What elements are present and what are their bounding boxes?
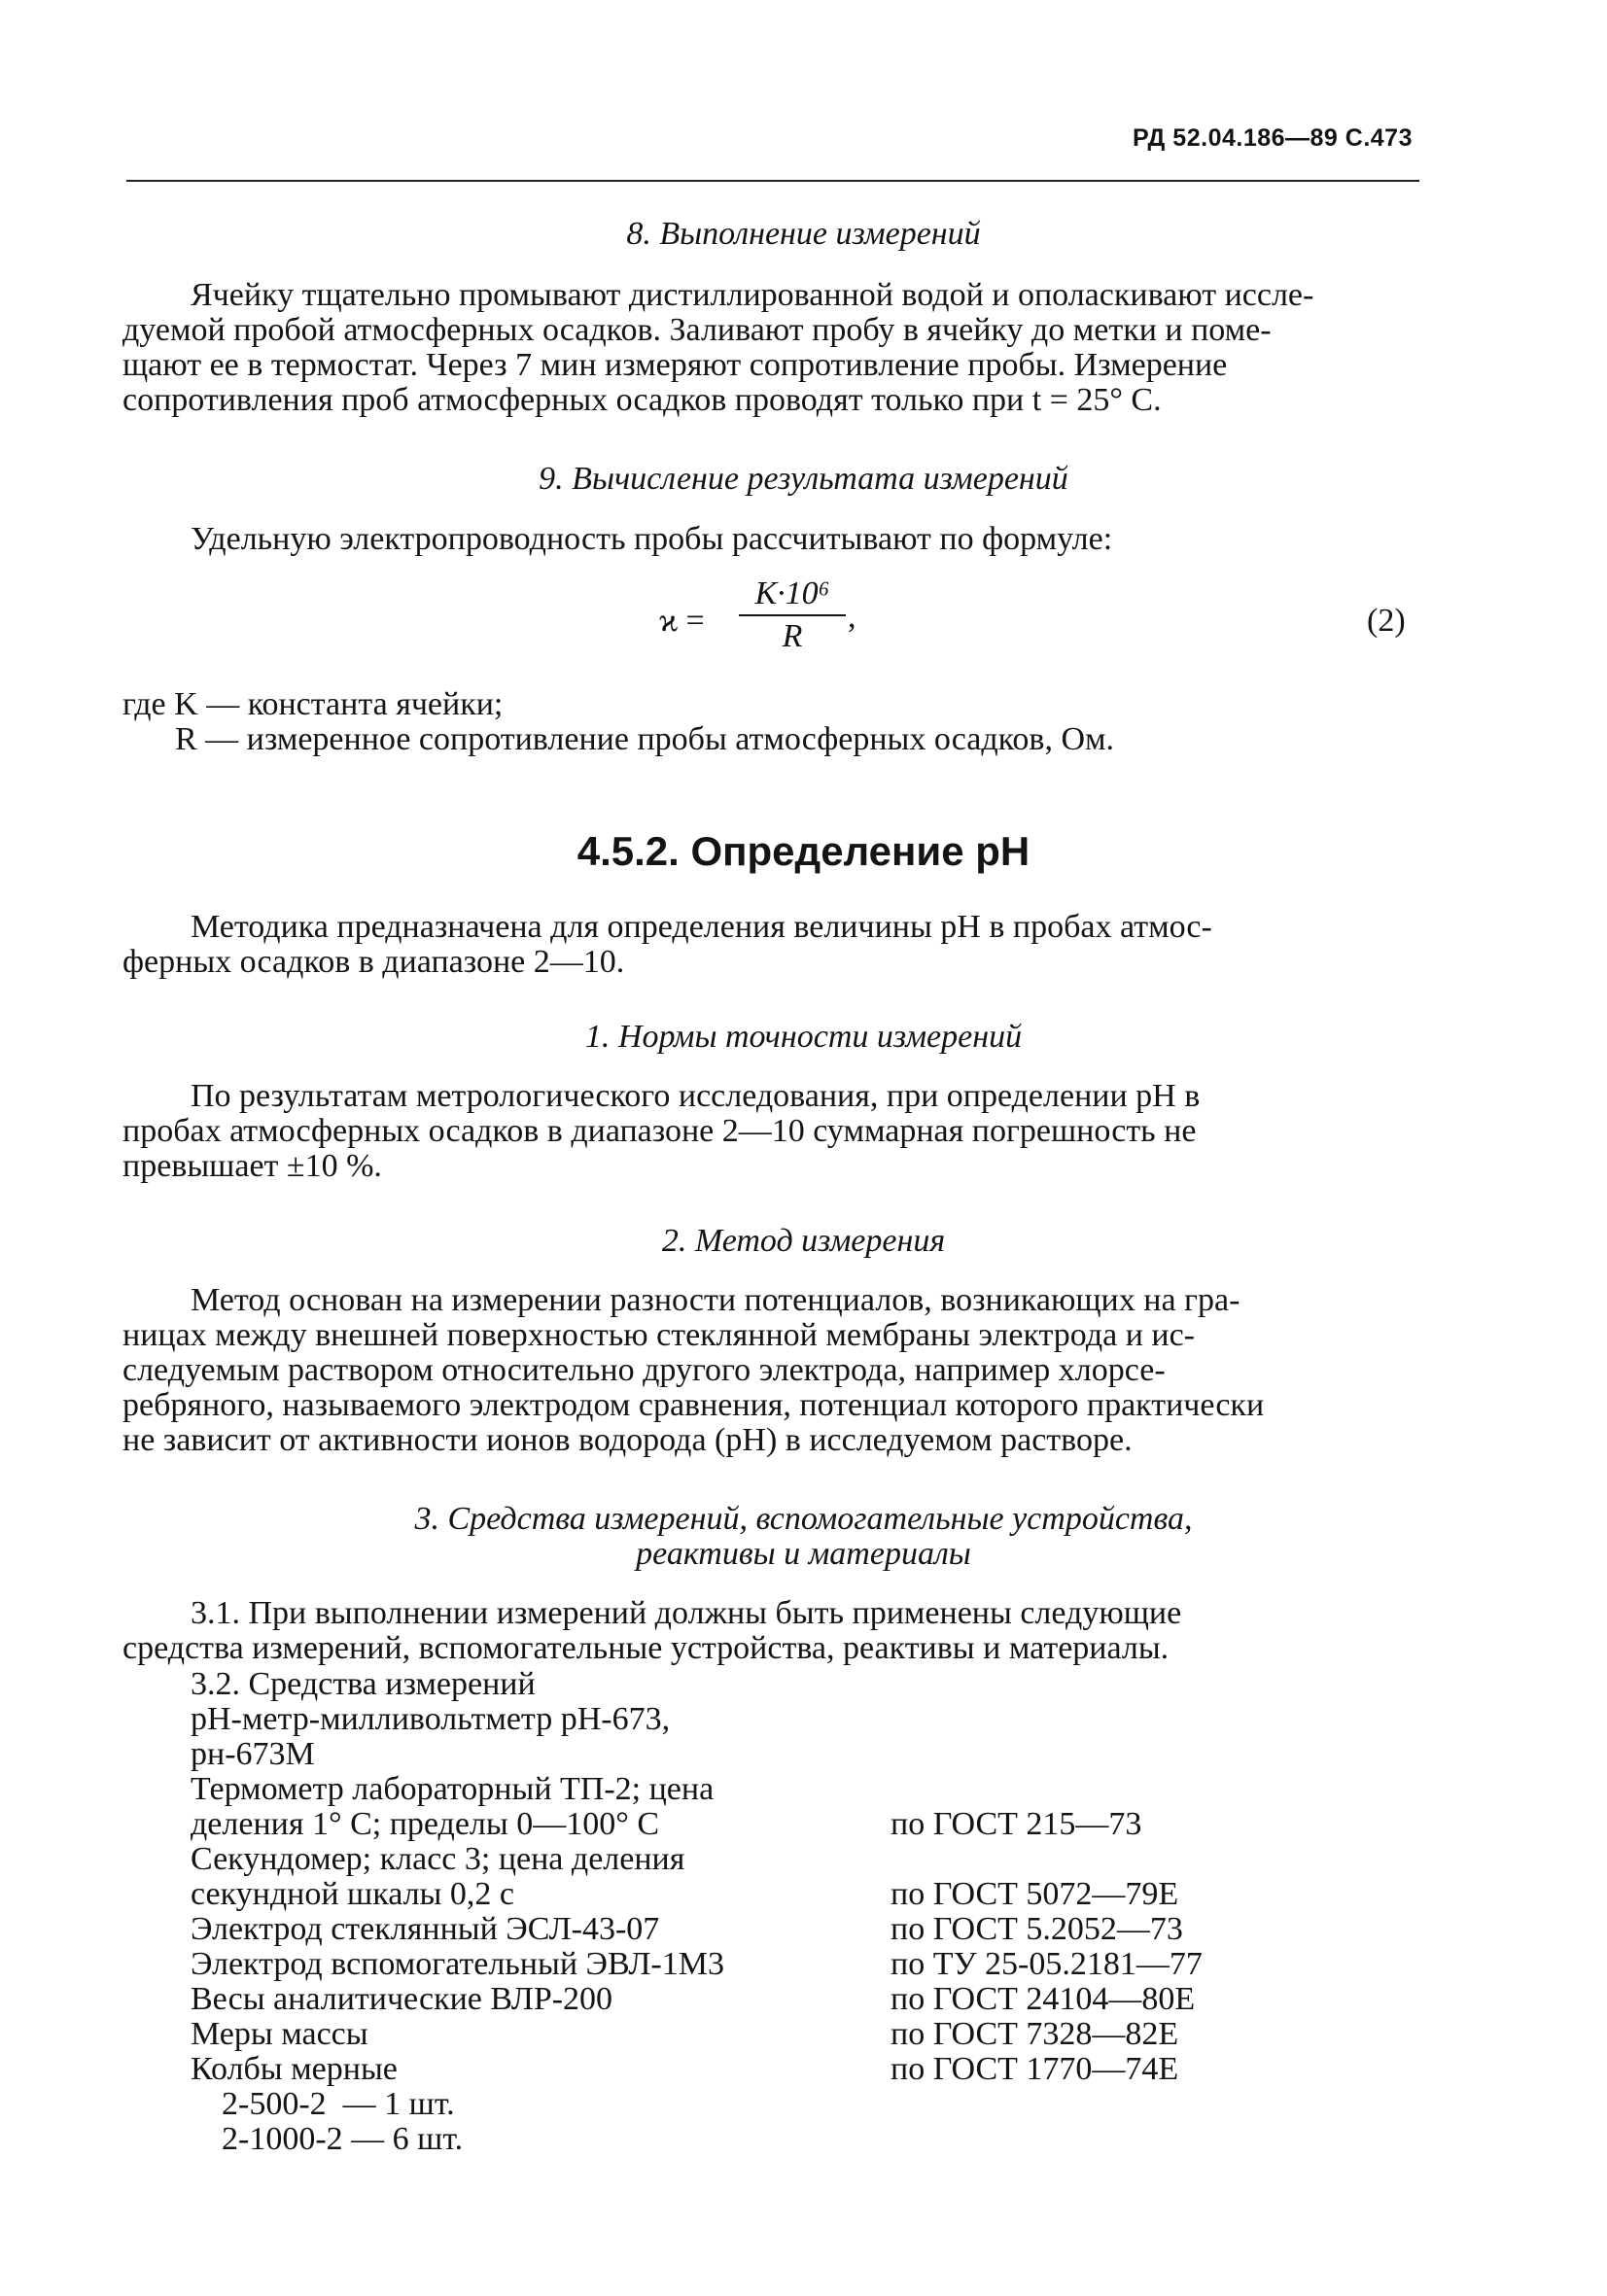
subsection-3-1-paragraph [122, 1596, 1417, 1666]
standard-reference: по ГОСТ 1770—74Е [891, 2051, 1179, 2087]
paragraph-line: сопротивления проб атмосферных осадков проводят только при t = 25° С. [122, 382, 1162, 418]
document-code: РД 52.04.186—89 С.473 [1132, 124, 1413, 152]
subsection-1-title: 1. Нормы точности измерений [584, 1019, 1023, 1055]
paragraph-line: 3.1. При выполнении измерений должны быть применены следующие [191, 1595, 1182, 1631]
paragraph-line: ребряного, называемого электродом сравнения, потенциал которого практически [122, 1387, 1265, 1423]
paragraph-line: дуемой пробой атмосферных осадков. Заливают пробу в ячейку до метки и поме- [122, 312, 1272, 348]
standard-reference: по ГОСТ 5072—79Е [891, 1876, 1179, 1912]
paragraph-line: не зависит от активности ионов водорода (рН) в исследуемом растворе. [122, 1422, 1133, 1458]
where-k: где K — константа ячейки; [122, 686, 504, 722]
subsection-3-2-title: 3.2. Средства измерений [191, 1666, 536, 1702]
formula-comma: , [848, 599, 856, 635]
paragraph-line: пробах атмосферных осадков в диапазоне 2—10 суммарная погрешность не [122, 1113, 1197, 1149]
section-heading: 4.5.2. Определение рН [576, 828, 1031, 874]
equipment-line: Колбы мерные [191, 2051, 398, 2087]
paragraph-line: Ячейку тщательно промывают дистиллированной водой и ополаскивают иссле- [191, 277, 1314, 313]
paragraph-line: превышает ±10 %. [122, 1148, 382, 1184]
equipment-line: Меры массы [191, 2016, 368, 2052]
equipment-line: 2-1000-2 — 6 шт. [222, 2121, 464, 2157]
standard-reference: по ГОСТ 24104—80Е [891, 1981, 1196, 2017]
standard-reference: по ГОСТ 215—73 [891, 1806, 1142, 1842]
paragraph-line: ницах между внешней поверхностью стеклянной мембраны электрода и ис- [122, 1317, 1196, 1353]
subsection-3-title-line2: реактивы и материалы [636, 1536, 971, 1572]
equipment-line: Термометр лабораторный ТП-2; цена [191, 1771, 715, 1807]
formula-numerator: K·10⁶ [739, 575, 846, 616]
equipment-line: Секундомер; класс 3; цена деления [191, 1841, 685, 1877]
paragraph-line: Метод основан на измерении разности потенциалов, возникающих на гра- [191, 1282, 1240, 1318]
subsection-2-paragraph [122, 1283, 1417, 1458]
where-r: R — измеренное сопротивление пробы атмосферных осадков, Ом. [175, 721, 1115, 757]
standard-reference: по ГОСТ 7328—82Е [891, 2016, 1179, 2052]
section-8-paragraph [122, 278, 1417, 418]
equipment-line: рН-метр-милливольтметр рН-673, [191, 1701, 671, 1737]
paragraph-line: Методика предназначена для определения величины рН в пробах атмос- [191, 909, 1212, 945]
formula-denominator: R [782, 618, 803, 654]
header-rule [126, 180, 1419, 182]
paragraph-line: средства измерений, вспомогательные устройства, реактивы и материалы. [122, 1630, 1170, 1666]
ph-intro-paragraph [122, 910, 1417, 980]
standard-reference: по ТУ 25-05.2181—77 [891, 1946, 1203, 1982]
section-8-title: 8. Выполнение измерений [626, 216, 981, 252]
paragraph-line: По результатам метрологического исследования, при определении рН в [191, 1078, 1201, 1114]
formula-lhs: ϰ = [659, 603, 705, 639]
equipment-line: Весы аналитические ВЛР-200 [191, 1981, 613, 2017]
paragraph-line: ферных осадков в диапазоне 2—10. [122, 944, 625, 980]
paragraph-line: следуемым раствором относительно другого электрода, например хлорсе- [122, 1352, 1166, 1388]
subsection-2-title: 2. Метод измерения [661, 1223, 946, 1259]
equipment-line: секундной шкалы 0,2 с [191, 1876, 514, 1912]
standard-reference: по ГОСТ 5.2052—73 [891, 1911, 1183, 1947]
equipment-line: 2-500-2 — 1 шт. [222, 2086, 455, 2122]
formula-number: (2) [1367, 603, 1406, 639]
equipment-line: деления 1° С; пределы 0—100° С [191, 1806, 660, 1842]
subsection-1-paragraph [122, 1079, 1417, 1184]
section-9-title: 9. Вычисление результата измерений [539, 461, 1068, 497]
formula-fraction [739, 575, 846, 655]
paragraph-line: щают ее в термостат. Через 7 мин измеряют сопротивление пробы. Измерение [122, 347, 1228, 383]
formula-intro: Удельную электропроводность пробы рассчитывают по формуле: [191, 521, 1113, 557]
equipment-line: Электрод вспомогательный ЭВЛ-1М3 [191, 1946, 724, 1982]
equipment-line: Электрод стеклянный ЭСЛ-43-07 [191, 1911, 660, 1947]
subsection-3-title-line1: 3. Средства измерений, вспомогательные устройства, [414, 1501, 1193, 1537]
equipment-line: рн-673М [191, 1736, 315, 1772]
